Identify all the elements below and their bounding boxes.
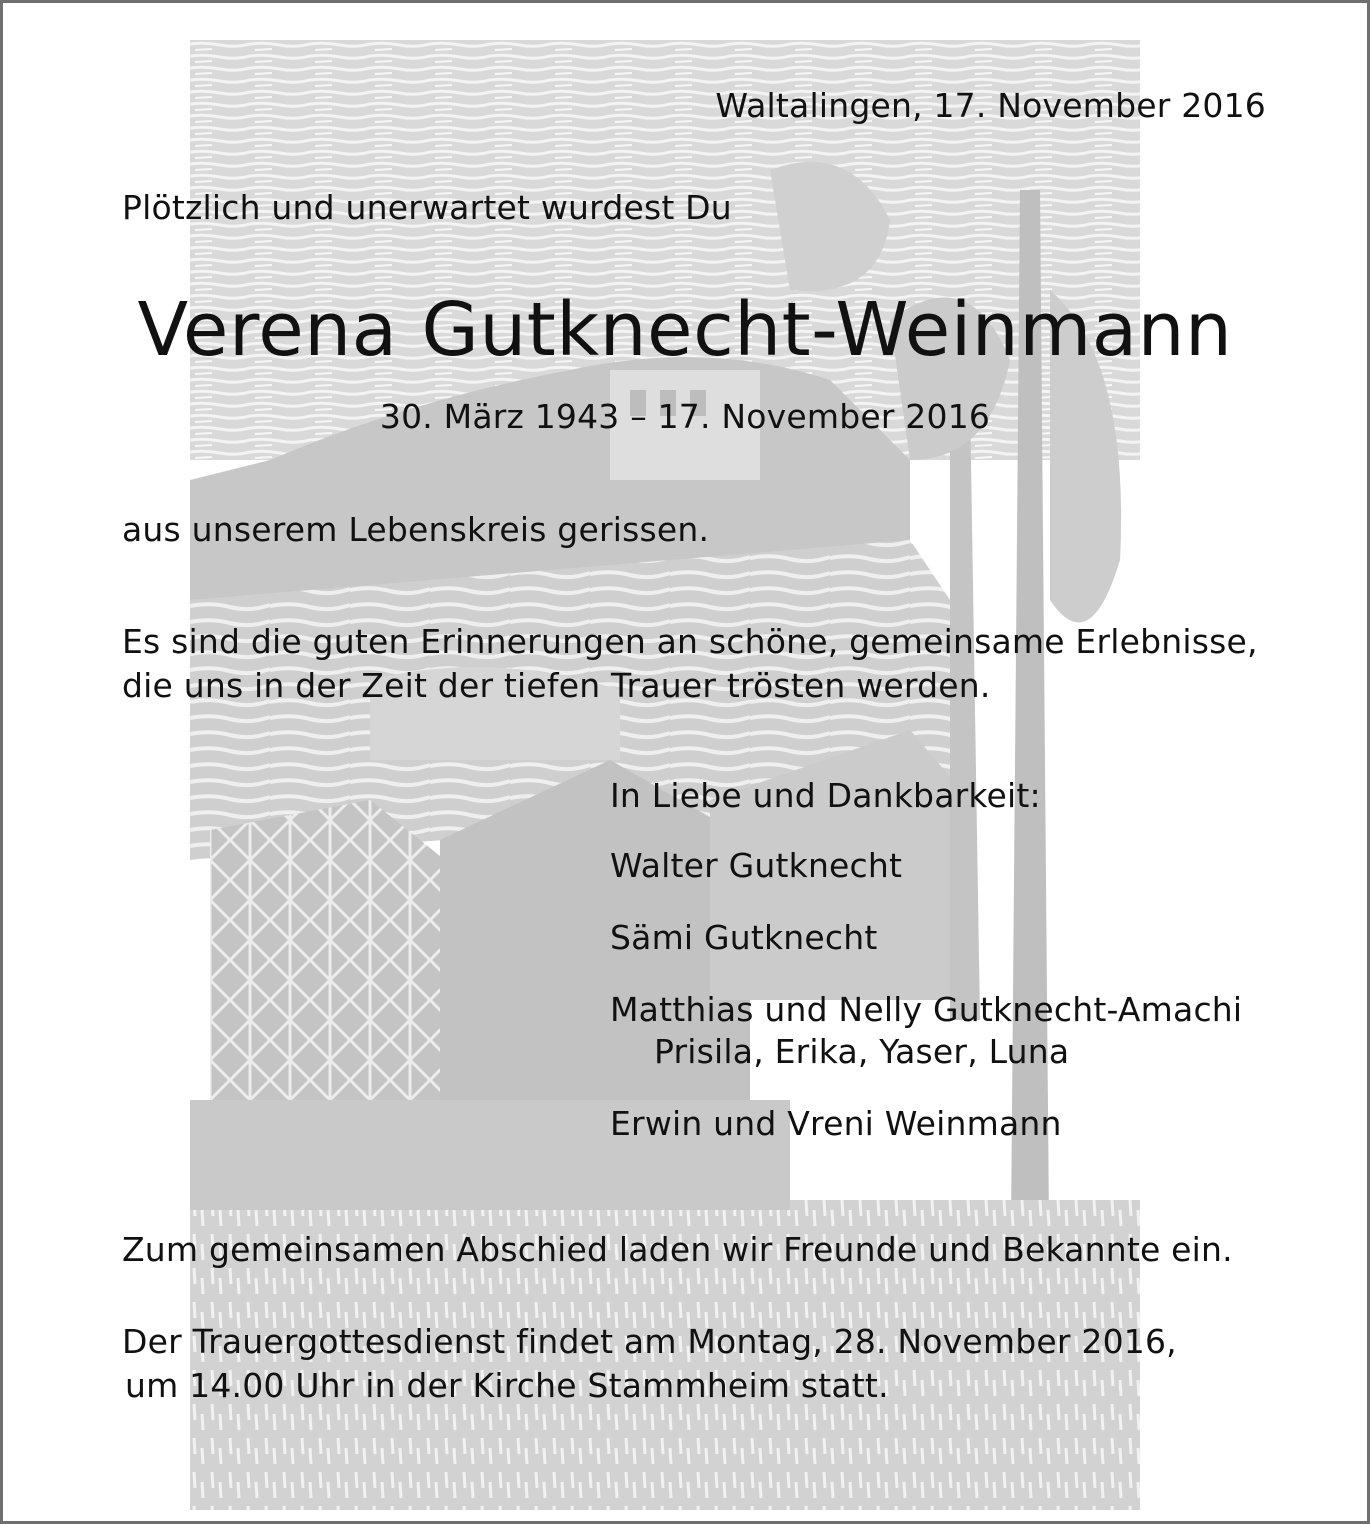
woodcut-landscape-illustration xyxy=(190,40,1140,1510)
mourner-entry: Erwin und Vreni Weinmann xyxy=(610,1104,1062,1143)
after-name-line: aus unserem Lebenskreis gerissen. xyxy=(122,510,710,549)
mourner-children: Prisila, Erika, Yaser, Luna xyxy=(654,1032,1070,1071)
place-and-date: Waltalingen, 17. November 2016 xyxy=(715,86,1266,125)
intro-line: Plötzlich und unerwartet wurdest Du xyxy=(122,188,732,227)
memory-line: Es sind die guten Erinnerungen an schöne, gemeinsame Erlebnisse, xyxy=(122,622,1258,661)
mourner-entry: Sämi Gutknecht xyxy=(610,918,878,957)
service-line: um 14.00 Uhr in der Kirche Stammheim statt. xyxy=(125,1366,889,1405)
invitation-line: Zum gemeinsamen Abschied laden wir Freunde und Bekannte ein. xyxy=(122,1230,1233,1269)
deceased-name: Verena Gutknecht-Weinmann xyxy=(137,287,1233,373)
mourner-entry: Matthias und Nelly Gutknecht-Amachi xyxy=(610,990,1243,1029)
memory-line: die uns in der Zeit der tiefen Trauer trösten werden. xyxy=(122,666,991,705)
life-dates: 30. März 1943 – 17. November 2016 xyxy=(379,397,991,436)
service-line: Der Trauergottesdienst findet am Montag, 28. November 2016, xyxy=(122,1322,1177,1361)
mourner-entry: Walter Gutknecht xyxy=(610,846,903,885)
mourners-heading: In Liebe und Dankbarkeit: xyxy=(610,776,1041,815)
